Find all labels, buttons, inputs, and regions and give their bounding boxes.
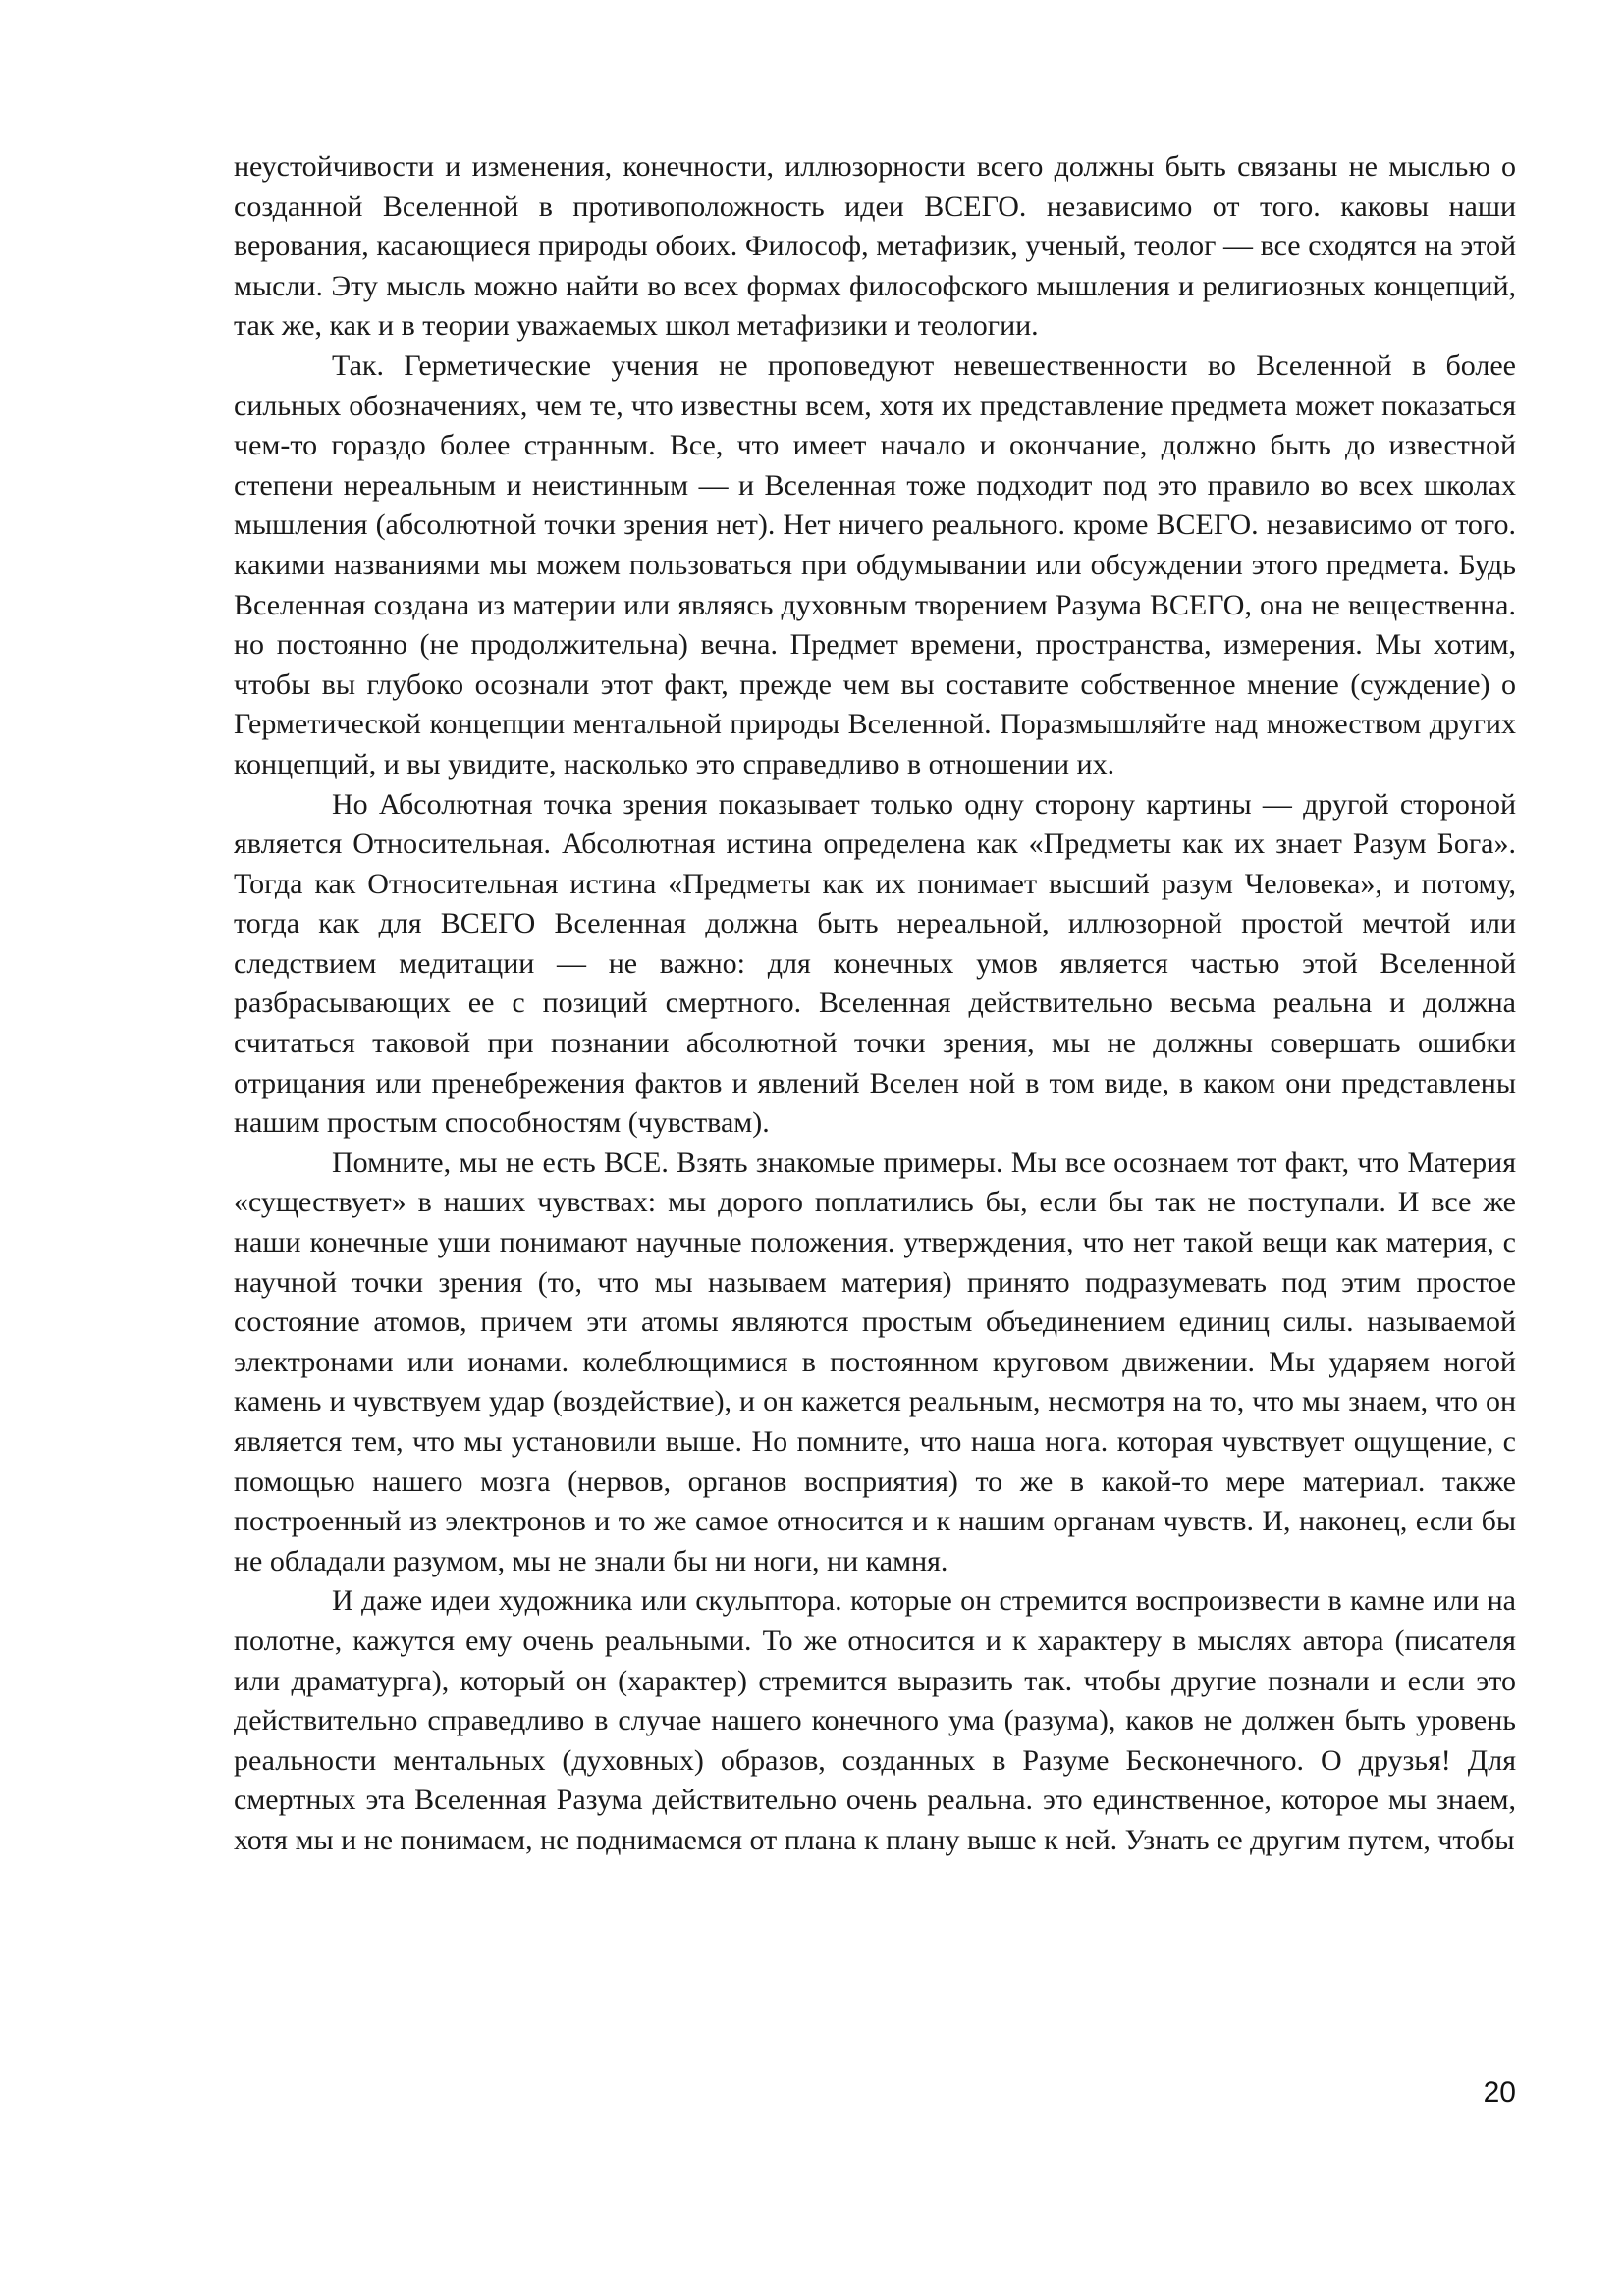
paragraph-2: Так. Герметические учения не проповедуют невешественности во Вселенной в более сильных обозначениях, чем те, что известны всем, хотя их представление предмета может показаться чем-то гораздо более странным. Все, что имеет начало и окончание, должно быть до известной степени нереальным и неистинным — и Вселенная тоже подходит под это правило во всех школах мышления (абсолютной точки зрения нет). Нет ничего реального. кроме ВСЕГО. независимо от того. какими названиями мы можем пользоваться при обдумывании или обсуждении этого предмета. Будь Вселенная создана из материи или являясь духовным творением Разума ВСЕГО, она не вещественна. но постоянно (не продолжительна) вечна. Предмет времени, пространства, измерения. Мы хотим, чтобы вы глубоко осознали этот факт, прежде чем вы составите собственное мнение (суждение) о Герметической концепции ментальной природы Вселенной. Поразмышляйте над множеством других концепций, и вы увидите, насколько это справедливо в отношении их. [234, 348, 1516, 780]
body-text [234, 147, 1516, 1861]
paragraph-3: Но Абсолютная точка зрения показывает только одну сторону картины — другой стороной является Относительная. Абсолютная истина определена как «Предметы как их знает Разум Бога». Тогда как Относительная истина «Предметы как их понимает высший разум Человека», и потому, тогда как для ВСЕГО Вселенная должна быть нереальной, иллюзорной простой мечтой или следствием медитации — не важно: для конечных умов является частью этой Вселенной разбрасывающих ее с позиций смертного. Вселенная действительно весьма реальна и должна считаться таковой при познании абсолютной точки зрения, мы не должны совершать ошибки отрицания или пренебрежения фактов и явлений Вселен ной в том виде, в каком они представлены нашим простым способностям (чувствам). [234, 787, 1516, 1140]
paragraph-5: И даже идеи художника или скульптора. которые он стремится воспроизвести в камне или на полотне, кажутся ему очень реальными. То же относится и к характеру в мыслях автора (писателя или драматурга), который он (характер) стремится выразить так. чтобы другие познали и если это действительно справедливо в случае нашего конечного ума (разума), каков не должен быть уровень реальности ментальных (духовных) образов, созданных в Разуме Бесконечного. О друзья! Для смертных эта Вселенная Разума действительно очень реальна. это единственное, которое мы знаем, хотя мы и не понимаем, не поднимаемся от плана к плану выше к ней. Узнать ее другим путем, чтобы [234, 1584, 1516, 1856]
paragraph-4: Помните, мы не есть ВСЕ. Взять знакомые примеры. Мы все осознаем тот факт, что Материя «существует» в наших чувствах: мы дорого поплатились бы, если бы так не поступали. И все же наши конечные уши понимают научные положения. утверждения, что нет такой вещи как материя, с научной точки зрения (то, что мы называем материя) принято подразумевать под этим простое состояние атомов, причем эти атомы являются простым объединением единиц силы. называемой электронами или ионами. колеблющимися в постоянном круговом движении. Мы ударяем ногой камень и чувствуем удар (воздействие), и он кажется реальным, несмотря на то, что мы знаем, что он является тем, что мы установили выше. Но помните, что наша нога. которая чувствует ощущение, с помощью нашего мозга (нервов, органов восприятия) то же в какой-то мере материал. также построенный из электронов и то же самое относится и к нашим органам чувств. И, наконец, если бы не обладали разумом, мы не знали бы ни ноги, ни камня. [234, 1146, 1516, 1577]
page-number: 20 [1483, 2076, 1516, 2109]
paragraph-1: неустойчивости и изменения, конечности, иллюзорности всего должны быть связаны не мыслью о созданной Вселенной в противоположность идеи ВСЕГО. независимо от того. каковы наши верования, касающиеся природы обоих. Философ, метафизик, ученый, теолог — все сходятся на этой мысли. Эту мысль можно найти во всех формах философского мышления и религиозных концепций, так же, как и в теории уважаемых школ метафизики и теологии. [234, 150, 1516, 343]
